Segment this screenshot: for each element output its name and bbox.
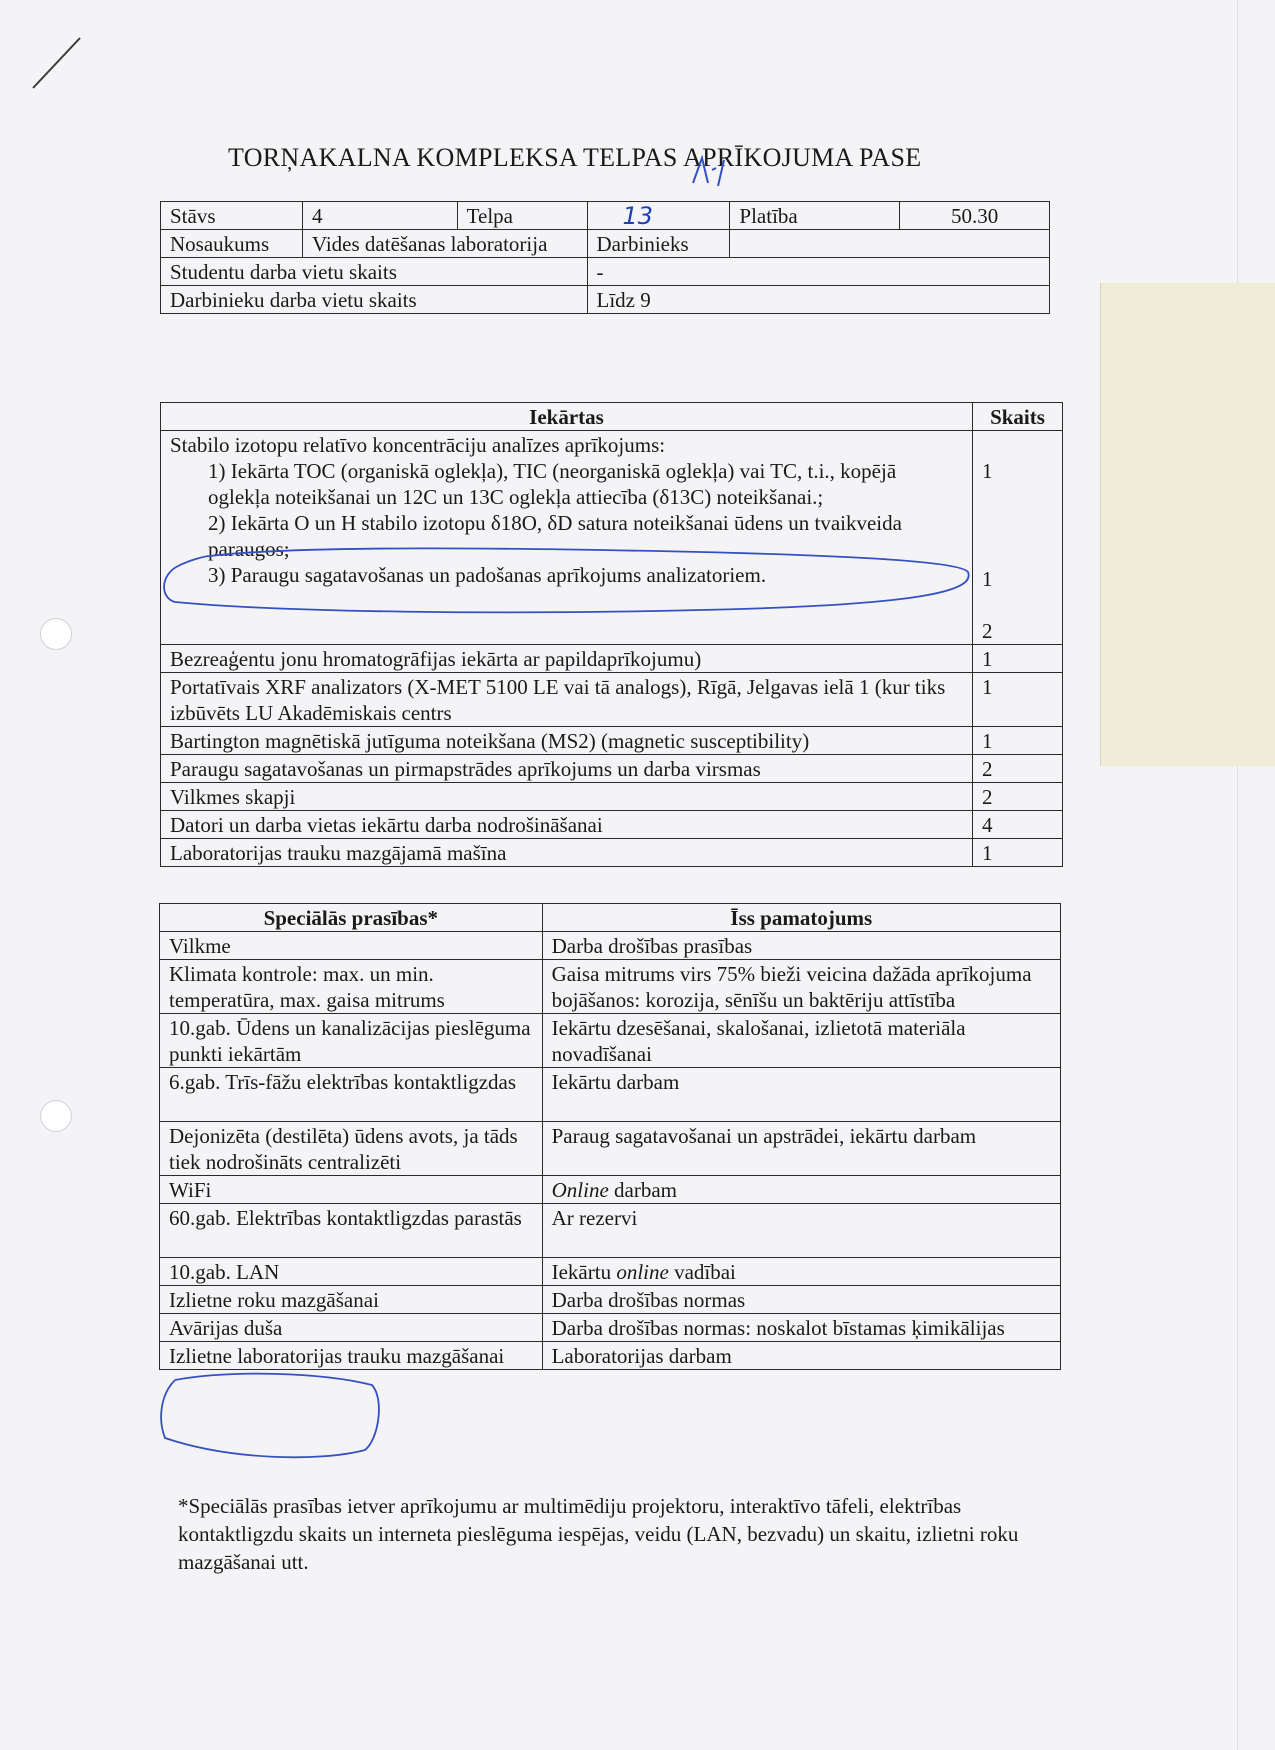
footnote: *Speciālās prasības ietver aprīkojumu ar multimēdiju projektoru, interaktīvo tāfeli, elektrības kontaktligzdu skaits un interneta pieslēguma iespējas, veidu (LAN, bezvadu) un skaitu, izlietni roku mazgāšanai utt. [178,1494,1019,1574]
reason-header: Īss pamatojums [542,904,1060,932]
equipment-count: 1 [982,459,993,483]
table-row [160,1204,1061,1258]
equipment-count: 4 [973,811,1063,839]
name-value: Vides datēšanas laboratorija [302,230,587,258]
reason-italic: Online [551,1178,609,1202]
table-row [161,673,1063,727]
requirement-reason [542,1176,1060,1204]
equipment-group-counts [973,431,1063,645]
page-edge [1237,0,1238,1750]
equipment-count: 1 [973,645,1063,673]
table-row [160,932,1061,960]
table-row [160,1258,1061,1286]
equipment-count: 1 [973,839,1063,867]
pen-circle [161,1374,379,1458]
equipment-group-item: 3) Paraugu sagatavošanas un padošanas aprīkojums analizatoriem. [208,563,767,587]
equipment-item: Laboratorijas trauku mazgājamā mašīna [161,839,973,867]
equipment-table [160,402,1063,867]
equipment-count: 2 [973,783,1063,811]
room-label: Telpa [457,202,587,230]
table-row [161,645,1063,673]
equipment-item: Vilkmes skapji [161,783,973,811]
table-row [161,727,1063,755]
student-places-value: - [587,258,1050,286]
table-row [160,1314,1061,1342]
equipment-item: Bezreaģentu jonu hromatogrāfijas iekārta ar papildaprīkojumu) [161,645,973,673]
requirement-reason [542,1258,1060,1286]
staff-places-label: Darbinieku darba vietu skaits [161,286,588,314]
requirements-header: Speciālās prasības* [160,904,543,932]
requirement-reason: Iekārtu darbam [542,1068,1060,1122]
table-row [161,839,1063,867]
requirement-item: 10.gab. Ūdens un kanalizācijas pieslēguma punkti iekārtām [160,1014,543,1068]
table-row [160,1176,1061,1204]
requirement-reason: Darba drošības normas [542,1286,1060,1314]
equipment-group [161,431,973,645]
requirement-item: Klimata kontrole: max. un min. temperatūra, max. gaisa mitrums [160,960,543,1014]
requirement-item: Dejonizēta (destilēta) ūdens avots, ja tāds tiek nodrošināts centralizēti [160,1122,543,1176]
requirement-reason: Iekārtu dzesēšanai, skalošanai, izlietotā materiāla novadīšanai [542,1014,1060,1068]
punch-hole [40,618,72,650]
equipment-header: Iekārtas [161,403,973,431]
floor-label: Stāvs [161,202,303,230]
reason-text: vadībai [668,1260,736,1284]
table-row [160,1014,1061,1068]
sticky-note [1100,283,1275,766]
equipment-count: 1 [973,673,1063,727]
punch-hole [40,1100,72,1132]
pen-stroke [33,38,80,88]
document-title: TORŅAKALNA KOMPLEKSA TELPAS APRĪKOJUMA PASE [228,143,922,172]
equipment-item: Paraugu sagatavošanas un pirmapstrādes aprīkojums un darba virsmas [161,755,973,783]
requirement-reason: Laboratorijas darbam [542,1342,1060,1370]
equipment-group-item: 2) Iekārta O un H stabilo izotopu δ18O, δD satura noteikšanai ūdens un tvaikveida paraugos; [208,511,902,561]
equipment-count: 2 [973,755,1063,783]
requirement-item: Vilkme [160,932,543,960]
staff-places-value: Līdz 9 [587,286,1050,314]
table-row [160,1068,1061,1122]
area-value: 50.30 [900,202,1050,230]
table-row [160,1122,1061,1176]
table-row [161,755,1063,783]
equipment-item: Portatīvais XRF analizators (X-MET 5100 LE vai tā analogs), Rīgā, Jelgavas ielā 1 (kur tiks izbūvēts LU Akadēmiskais centrs [161,673,973,727]
room-info-table [160,201,1050,314]
staff-label: Darbinieks [587,230,730,258]
table-row [160,960,1061,1014]
staff-value [730,230,1050,258]
reason-text: darbam [608,1178,677,1202]
room-value-handwritten: 13 [587,202,730,230]
equipment-count: 1 [973,727,1063,755]
table-row [160,1342,1061,1370]
floor-value: 4 [302,202,457,230]
requirement-item: 6.gab. Trīs-fāžu elektrības kontaktligzdas [160,1068,543,1122]
requirement-reason: Darba drošības normas: noskalot bīstamas ķimikālijas [542,1314,1060,1342]
equipment-item: Datori un darba vietas iekārtu darba nodrošināšanai [161,811,973,839]
requirement-reason: Gaisa mitrums virs 75% bieži veicina dažāda aprīkojuma bojāšanos: korozija, sēnīšu un baktēriju attīstība [542,960,1060,1014]
count-header: Skaits [973,403,1063,431]
equipment-item: Bartington magnētiskā jutīguma noteikšana (MS2) (magnetic susceptibility) [161,727,973,755]
requirements-table [159,903,1061,1370]
equipment-count: 1 [982,567,993,591]
requirement-item: 10.gab. LAN [160,1258,543,1286]
equipment-count: 2 [982,619,993,643]
requirement-item: 60.gab. Elektrības kontaktligzdas parastās [160,1204,543,1258]
equipment-group-item: 1) Iekārta TOC (organiskā oglekļa), TIC (neorganiskā oglekļa) vai TC, t.i., kopējā oglekļa noteikšanai un 12C un 13C oglekļa attiecība (δ13C) noteikšanai.; [208,459,897,509]
name-label: Nosaukums [161,230,303,258]
student-places-label: Studentu darba vietu skaits [161,258,588,286]
equipment-group-title: Stabilo izotopu relatīvo koncentrāciju analīzes aprīkojums: [170,433,666,457]
table-row [160,1286,1061,1314]
requirement-item: Izlietne roku mazgāšanai [160,1286,543,1314]
requirement-reason: Ar rezervi [542,1204,1060,1258]
reason-text: Iekārtu [551,1260,617,1284]
requirement-item: WiFi [160,1176,543,1204]
reason-italic: online [616,1260,669,1284]
table-row [161,811,1063,839]
area-label: Platība [730,202,900,230]
requirement-reason: Paraug sagatavošanai un apstrādei, iekārtu darbam [542,1122,1060,1176]
requirement-reason: Darba drošības prasības [542,932,1060,960]
table-row [161,783,1063,811]
requirement-item: Izlietne laboratorijas trauku mazgāšanai [160,1342,543,1370]
requirement-item: Avārijas duša [160,1314,543,1342]
